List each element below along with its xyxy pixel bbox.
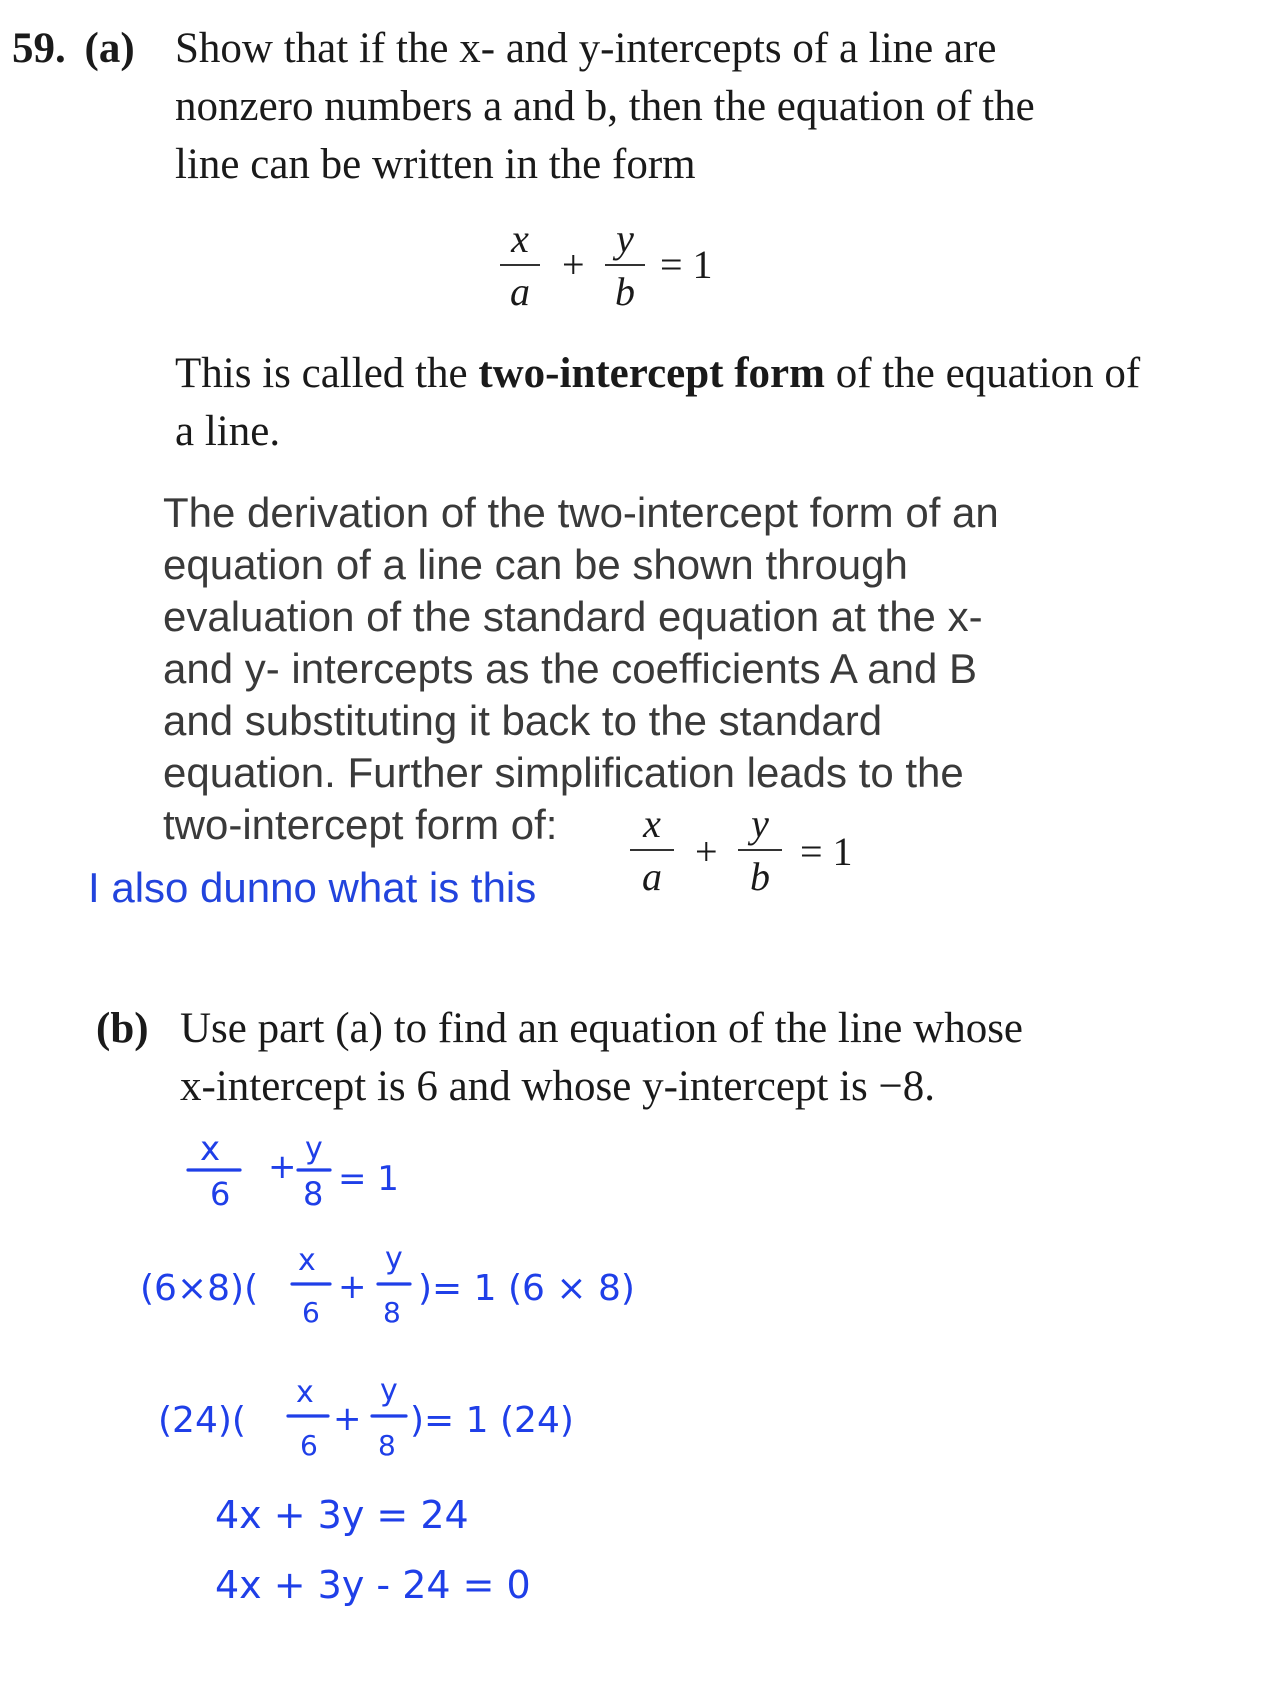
hw1-x: x <box>200 1129 221 1169</box>
formula-plus: + <box>562 242 585 287</box>
part-b-label: (b) <box>96 1005 149 1052</box>
formula-equals-one: = 1 <box>660 242 713 287</box>
part-b-line-2: x-intercept is 6 and whose y-intercept is −8. <box>180 1063 936 1110</box>
problem-header <box>12 20 135 78</box>
hw3-right: )= 1 (24) <box>410 1400 574 1441</box>
note-line-4: and y- intercepts as the coefficients A and B <box>163 645 978 692</box>
problem-number: 59. <box>12 25 66 72</box>
part-b-line-1: Use part (a) to find an equation of the line whose <box>180 1005 1024 1052</box>
hw1-den2: 8 <box>303 1175 324 1213</box>
hw2-plus: + <box>338 1267 367 1307</box>
hw1-rhs: = 1 <box>338 1159 399 1199</box>
hw1-y: y <box>305 1131 323 1166</box>
hw2-y: y <box>385 1241 403 1276</box>
note-formula-plus: + <box>695 829 718 874</box>
hw2-den1: 6 <box>302 1296 320 1329</box>
note-line-3: evaluation of the standard equation at the x- <box>163 593 983 640</box>
hw-step-2 <box>140 1241 635 1329</box>
student-comment: I also dunno what is this <box>88 864 537 911</box>
hw-step-5: 4x + 3y - 24 = 0 <box>215 1563 531 1607</box>
hw2-right: )= 1 (6 × 8) <box>418 1268 635 1309</box>
hw2-den2: 8 <box>383 1296 401 1329</box>
hw3-left: (24)( <box>158 1400 246 1441</box>
hw2-left: (6×8)( <box>140 1268 259 1309</box>
part-a-line-1: Show that if the x- and y-intercepts of a line are <box>175 25 997 72</box>
part-a-text <box>175 20 1265 194</box>
textbook-formula <box>500 215 760 325</box>
hw3-x: x <box>296 1375 314 1410</box>
note-formula-equals-one: = 1 <box>800 829 853 874</box>
hw3-den1: 6 <box>300 1429 318 1462</box>
note-line-2: equation of a line can be shown through <box>163 541 908 588</box>
hw1-den1: 6 <box>210 1175 231 1213</box>
part-b-text <box>180 1000 1270 1116</box>
two-intercept-form-term: two-intercept form <box>478 350 825 397</box>
definition-line-2: a line. <box>175 408 281 455</box>
hw1-plus: + <box>268 1147 297 1187</box>
hw2-x: x <box>298 1243 316 1278</box>
part-a-label: (a) <box>84 25 135 72</box>
two-intercept-definition <box>175 345 1275 461</box>
derivation-note <box>163 487 1163 851</box>
hw-step-1 <box>188 1129 399 1213</box>
note-line-6: equation. Further simplification leads to the <box>163 749 964 796</box>
hw3-den2: 8 <box>378 1429 396 1462</box>
hw-step-3 <box>158 1373 574 1462</box>
note-line-7: two-intercept form of: <box>163 801 558 848</box>
hw3-y: y <box>380 1373 398 1408</box>
formula-frac-y-b: y b <box>605 215 645 315</box>
hw-step-4: 4x + 3y = 24 <box>215 1493 469 1537</box>
part-a-line-3: line can be written in the form <box>175 141 696 188</box>
note-frac-y-b: y b <box>738 800 782 900</box>
definition-line-1: This is called the two-intercept form of the equation of <box>175 350 1141 397</box>
note-line-1: The derivation of the two-intercept form of an <box>163 489 999 536</box>
note-formula <box>630 800 900 910</box>
formula-frac-x-a: x a <box>500 215 540 315</box>
handwritten-work <box>0 1120 1280 1704</box>
part-a-line-2: nonzero numbers a and b, then the equation of the <box>175 83 1035 130</box>
hw3-plus: + <box>333 1399 362 1439</box>
note-frac-x-a: x a <box>630 800 674 900</box>
note-line-5: and substituting it back to the standard <box>163 697 883 744</box>
